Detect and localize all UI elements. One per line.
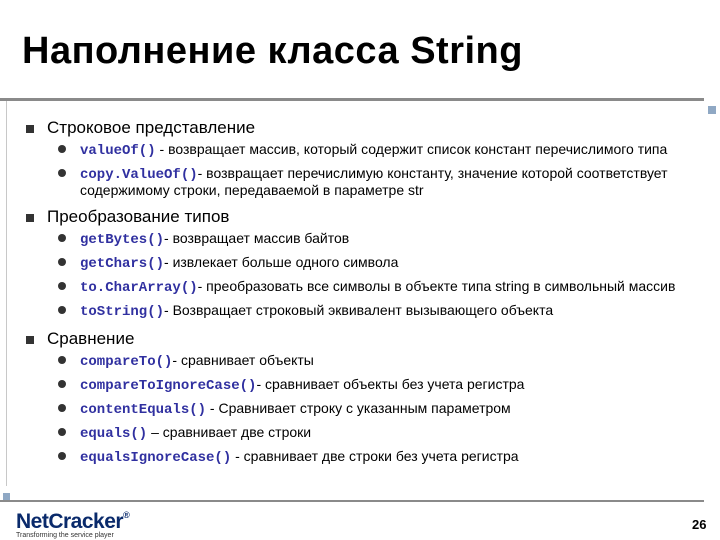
round-bullet-icon xyxy=(58,258,66,266)
square-bullet-icon xyxy=(26,336,34,344)
round-bullet-icon xyxy=(58,428,66,436)
slide-content xyxy=(22,116,712,473)
section-heading: Преобразование типов xyxy=(47,207,230,226)
method-name: getBytes() xyxy=(80,232,165,248)
accent-square-bottom xyxy=(3,493,10,500)
round-bullet-icon xyxy=(58,306,66,314)
list-item xyxy=(22,166,712,198)
method-name: equalsIgnoreCase() xyxy=(80,450,232,466)
netcracker-logo xyxy=(16,510,129,539)
method-name: compareToIgnoreCase() xyxy=(80,378,257,394)
square-bullet-icon xyxy=(26,214,34,222)
logo-text: NetCracker xyxy=(16,510,124,533)
slide-title: Наполнение класса String xyxy=(22,30,523,72)
footer-rule xyxy=(0,500,704,502)
logo-tagline: Transforming the service player xyxy=(16,532,114,539)
method-description: - сравнивает объекты xyxy=(172,352,314,368)
list-item xyxy=(22,449,712,466)
method-name: copy.ValueOf() xyxy=(80,167,198,183)
accent-square-top xyxy=(708,106,716,114)
method-name: contentEquals() xyxy=(80,402,207,418)
round-bullet-icon xyxy=(58,356,66,364)
side-rule xyxy=(6,101,7,486)
method-description: - преобразовать все символы в объекте типа string в символьный массив xyxy=(197,278,676,294)
list-item xyxy=(22,401,712,418)
list-item xyxy=(22,353,712,370)
method-name: valueOf() xyxy=(80,143,156,159)
list-item xyxy=(22,279,712,296)
section-comparison xyxy=(22,327,712,466)
list-item xyxy=(22,255,712,272)
method-description: - возвращает перечислимую константу, значение которой соответствует содержимому строки, передаваемой в параметре str xyxy=(80,165,668,198)
method-description: - возвращает массив байтов xyxy=(164,230,350,246)
method-name: compareTo() xyxy=(80,354,173,370)
round-bullet-icon xyxy=(58,282,66,290)
method-description: – сравнивает две строки xyxy=(147,424,312,440)
round-bullet-icon xyxy=(58,234,66,242)
method-name: toString() xyxy=(80,304,165,320)
round-bullet-icon xyxy=(58,452,66,460)
round-bullet-icon xyxy=(58,145,66,153)
title-rule xyxy=(0,98,704,101)
section-heading: Строковое представление xyxy=(47,118,256,137)
list-item xyxy=(22,231,712,248)
method-description: - Сравнивает строку с указанным параметром xyxy=(206,400,511,416)
round-bullet-icon xyxy=(58,404,66,412)
method-name: to.CharArray() xyxy=(80,280,198,296)
section-heading: Сравнение xyxy=(47,329,135,348)
method-description: - Возвращает строковый эквивалент вызывающего объекта xyxy=(164,302,554,318)
method-description: - возвращает массив, который содержит список констант перечислимого типа xyxy=(155,141,668,157)
list-item xyxy=(22,142,712,159)
section-string-representation xyxy=(22,116,712,198)
method-description: - извлекает больше одного символа xyxy=(164,254,399,270)
section-type-conversion xyxy=(22,205,712,320)
method-description: - сравнивает две строки без учета регистра xyxy=(231,448,519,464)
list-item xyxy=(22,377,712,394)
logo-trademark: ® xyxy=(123,510,130,520)
method-name: getChars() xyxy=(80,256,165,272)
round-bullet-icon xyxy=(58,380,66,388)
method-name: equals() xyxy=(80,426,148,442)
page-number: 26 xyxy=(692,517,707,532)
list-item xyxy=(22,425,712,442)
round-bullet-icon xyxy=(58,169,66,177)
square-bullet-icon xyxy=(26,125,34,133)
list-item xyxy=(22,303,712,320)
method-description: - сравнивает объекты без учета регистра xyxy=(256,376,525,392)
